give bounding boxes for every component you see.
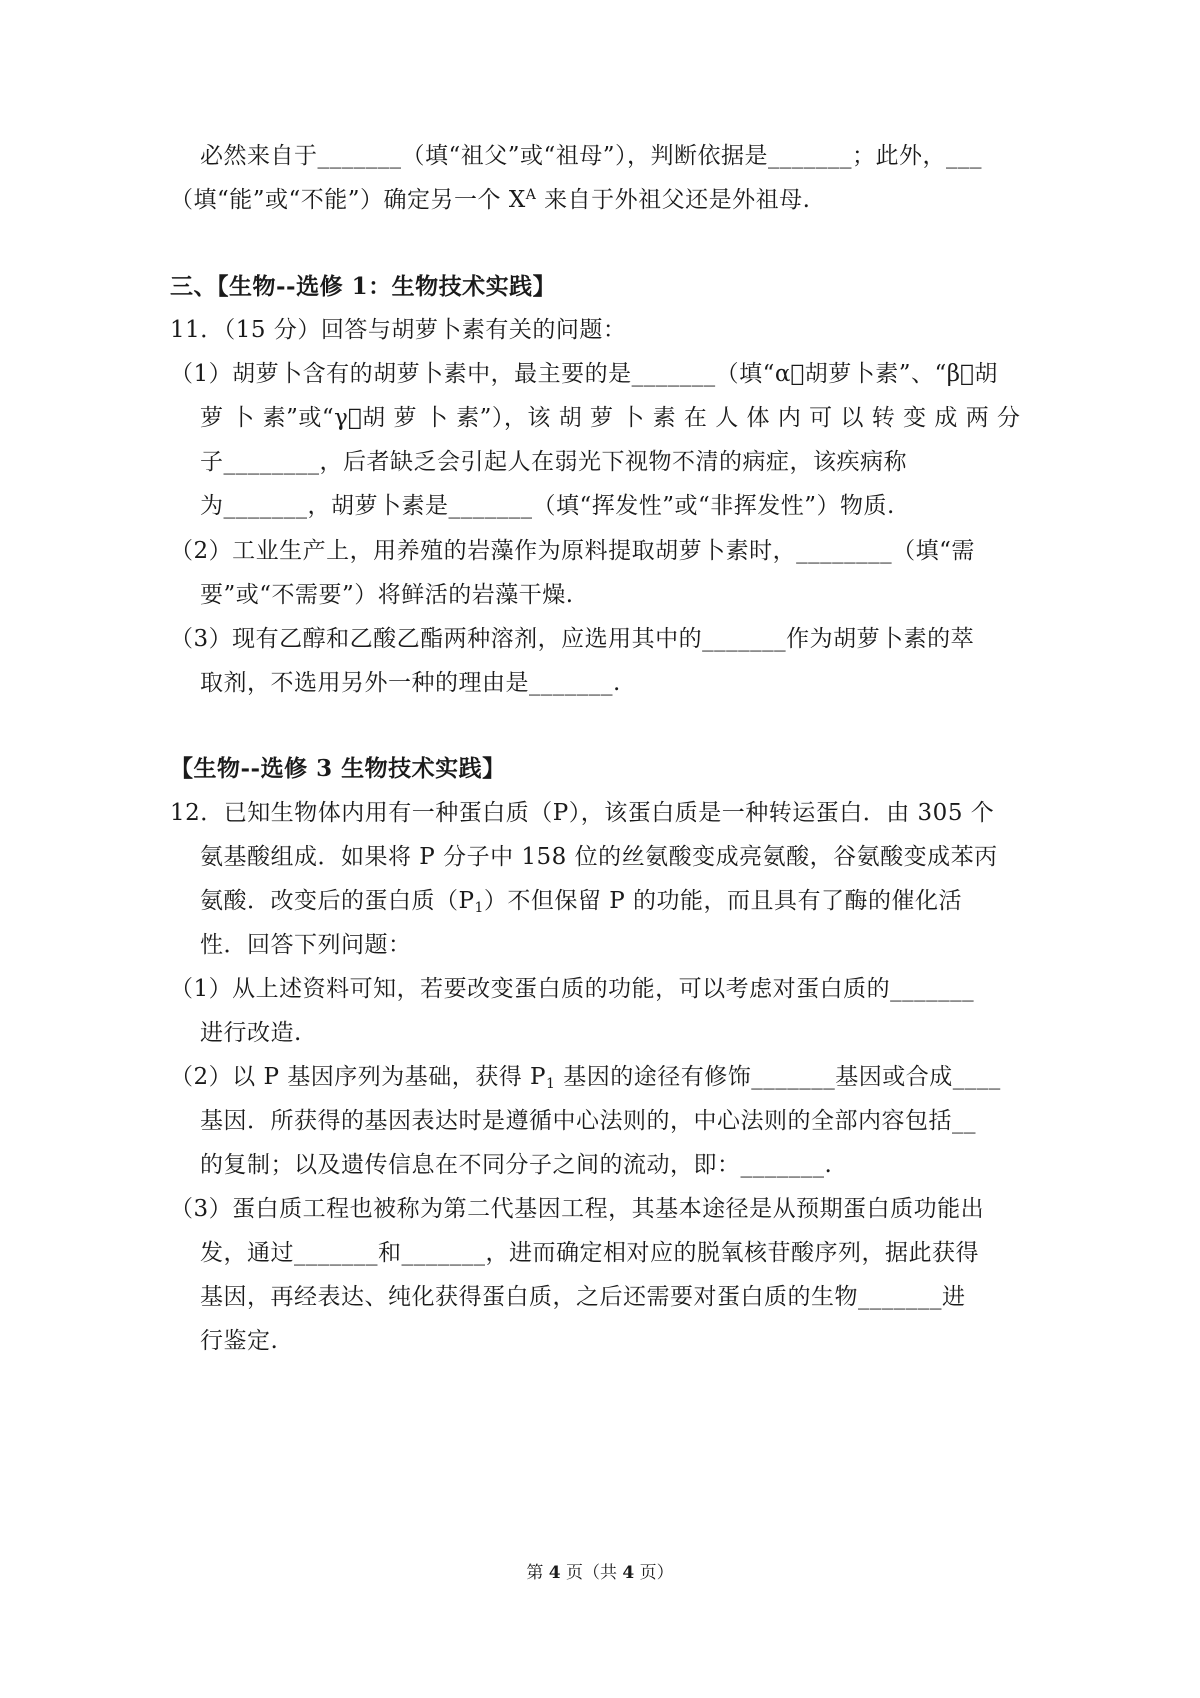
text-line: 萝 卜 素”或“γ⃞胡 萝 卜 素”），该 胡 萝 卜 素 在 人 体 内 可 以 转 变 成 两 分 xyxy=(200,405,1021,431)
superscript: A xyxy=(525,187,537,203)
text-line: 发，通过_______和_______，进而确定相对应的脱氧核苷酸序列，据此获得 xyxy=(200,1240,979,1266)
page-footer xyxy=(0,1562,1200,1584)
section-heading: 三、【生物--选修 1：生物技术实践】 xyxy=(170,273,557,300)
footer-text: 页（共 xyxy=(560,1563,623,1583)
text-line: （1）胡萝卜含有的胡萝卜素中，最主要的是_______（填“α⃞胡萝卜素”、“β⃞胡 xyxy=(170,361,998,387)
text-line: 要”或“不需要”）将鲜活的岩藻干燥. xyxy=(200,582,574,608)
page-total: 4 xyxy=(622,1563,635,1583)
text-run: 基因的途径有修饰_______基因或合成____ xyxy=(555,1064,1001,1090)
page-number: 4 xyxy=(548,1563,561,1583)
section-heading: 【生物--选修 3 生物技术实践】 xyxy=(170,755,506,782)
text-line: 子________，后者缺乏会引起人在弱光下视物不清的病症，该疾病称 xyxy=(200,449,907,475)
text-run: （2）以 P 基因序列为基础，获得 P xyxy=(170,1064,547,1090)
text-line: 必然来自于_______（填“祖父”或“祖母”），判断依据是_______；此外，___ xyxy=(200,143,983,169)
text-line: （2）工业生产上，用养殖的岩藻作为原料提取胡萝卜素时，________（填“需 xyxy=(170,538,975,564)
text-line: 基因．所获得的基因表达时是遵循中心法则的，中心法则的全部内容包括__ xyxy=(200,1108,976,1134)
text-line: 性．回答下列问题： xyxy=(200,932,412,958)
text-line xyxy=(170,1061,1001,1093)
footer-text: 页） xyxy=(634,1563,674,1583)
text-run: ）不但保留 P 的功能，而且具有了酶的催化活 xyxy=(483,888,963,914)
text-line: 氨基酸组成．如果将 P 分子中 158 位的丝氨酸变成亮氨酸，谷氨酸变成苯丙 xyxy=(200,844,998,870)
text-line: （3）蛋白质工程也被称为第二代基因工程，其基本途径是从预期蛋白质功能出 xyxy=(170,1196,985,1222)
text-line: 的复制；以及遗传信息在不同分子之间的流动，即：_______. xyxy=(200,1152,833,1178)
text-line: 基因，再经表达、纯化获得蛋白质，之后还需要对蛋白质的生物_______进 xyxy=(200,1284,966,1310)
question-stem: 11．（15 分）回答与胡萝卜素有关的问题： xyxy=(170,317,627,343)
text-line: 为_______，胡萝卜素是_______（填“挥发性”或“非挥发性”）物质. xyxy=(200,493,895,519)
question-stem: 12．已知生物体内用有一种蛋白质（P），该蛋白质是一种转运蛋白．由 305 个 xyxy=(170,800,995,826)
subscript: 1 xyxy=(474,900,484,916)
text-line xyxy=(200,885,962,917)
text-line: （3）现有乙醇和乙酸乙酯两种溶剂，应选用其中的_______作为胡萝卜素的萃 xyxy=(170,626,975,652)
text-line: 取剂，不选用另外一种的理由是_______. xyxy=(200,670,621,696)
subscript: 1 xyxy=(546,1076,556,1092)
text-run: 来自于外祖父还是外祖母. xyxy=(536,187,811,213)
text-run: 氨酸．改变后的蛋白质（P xyxy=(200,888,475,914)
text-line: 进行改造. xyxy=(200,1020,302,1046)
text-line xyxy=(170,184,810,216)
text-run: （填“能”或“不能”）确定另一个 X xyxy=(170,187,526,213)
text-line: 行鉴定. xyxy=(200,1328,279,1354)
footer-text: 第 xyxy=(526,1563,549,1583)
text-line: （1）从上述资料可知，若要改变蛋白质的功能，可以考虑对蛋白质的_______ xyxy=(170,976,975,1002)
